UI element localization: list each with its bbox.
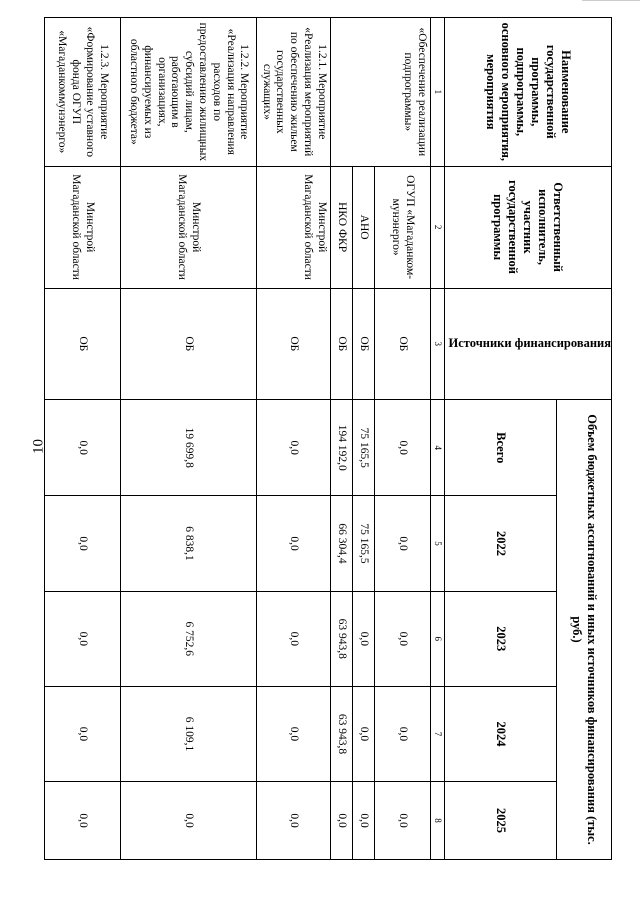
row-total: 75 165,5 bbox=[352, 400, 374, 496]
top-edge-line bbox=[582, 0, 640, 1]
row-total: 194 192,0 bbox=[330, 400, 352, 496]
row-2025: 0,0 bbox=[374, 782, 430, 860]
row-2022: 0,0 bbox=[44, 496, 120, 591]
header-sources-text: Источники финансирования bbox=[448, 336, 611, 351]
row-2022: 0,0 bbox=[256, 496, 330, 591]
row-source: ОБ bbox=[120, 288, 256, 399]
header-sources bbox=[444, 288, 611, 399]
row-2024: 0,0 bbox=[44, 686, 120, 781]
funding-table bbox=[44, 17, 612, 860]
col-number: 7 bbox=[430, 686, 444, 781]
row-source: ОБ bbox=[352, 288, 374, 399]
row-source: ОБ bbox=[256, 288, 330, 399]
row-total: 0,0 bbox=[256, 400, 330, 496]
row-executor: НКО ФКР bbox=[330, 166, 352, 288]
header-name: Наименование государственной программы, подпрограммы, основного мероприятия, мероприятия bbox=[444, 18, 611, 167]
col-number: 4 bbox=[430, 400, 444, 496]
header-2023: 2023 bbox=[444, 591, 556, 686]
row-2025: 0,0 bbox=[256, 782, 330, 860]
header-2024: 2024 bbox=[444, 686, 556, 781]
table-row bbox=[256, 18, 330, 860]
row-2022: 75 165,5 bbox=[352, 496, 374, 591]
col-number: 8 bbox=[430, 782, 444, 860]
row-total: 19 699,8 bbox=[120, 400, 256, 496]
row-source: ОБ bbox=[44, 288, 120, 399]
col-number: 1 bbox=[430, 18, 444, 167]
row-total: 0,0 bbox=[374, 400, 430, 496]
row-2025: 0,0 bbox=[120, 782, 256, 860]
row-2024: 0,0 bbox=[352, 686, 374, 781]
row-2023: 0,0 bbox=[374, 591, 430, 686]
table-row bbox=[44, 18, 120, 860]
row-2025: 0,0 bbox=[352, 782, 374, 860]
col-number: 6 bbox=[430, 591, 444, 686]
row-name: 1.2.2. Мероприятие «Реализация направления расходов по предоставлению жилищных субсидий лицам, работающим в организациях, финансируемых из областного бюджета» bbox=[120, 18, 256, 167]
col-number: 5 bbox=[430, 496, 444, 591]
row-2023: 0,0 bbox=[256, 591, 330, 686]
row-2025: 0,0 bbox=[330, 782, 352, 860]
page-number: 10 bbox=[30, 439, 47, 454]
header-executor: Ответственный исполнитель, участник государственной программы bbox=[444, 166, 611, 288]
col-number: 3 bbox=[430, 288, 444, 399]
row-executor: ОГУП «Магаданком-мунэнерго» bbox=[374, 166, 430, 288]
col-number: 2 bbox=[430, 166, 444, 288]
row-2024: 63 943,8 bbox=[330, 686, 352, 781]
row-2024: 0,0 bbox=[256, 686, 330, 781]
row-2022: 0,0 bbox=[374, 496, 430, 591]
header-2025: 2025 bbox=[444, 782, 556, 860]
row-2022: 6 838,1 bbox=[120, 496, 256, 591]
row-2023: 0,0 bbox=[352, 591, 374, 686]
row-2022: 66 304,4 bbox=[330, 496, 352, 591]
column-number-row bbox=[430, 18, 444, 860]
row-name: «Обеспечение реализации подпрограммы» bbox=[330, 18, 430, 167]
header-total: Всего bbox=[444, 400, 556, 496]
row-name: 1.2.3. Мероприятие «Формирование уставного фонда ОГУП «Магаданкоммунэнерго» bbox=[44, 18, 120, 167]
row-2024: 0,0 bbox=[374, 686, 430, 781]
row-2023: 0,0 bbox=[44, 591, 120, 686]
row-2023: 63 943,8 bbox=[330, 591, 352, 686]
row-source: ОБ bbox=[374, 288, 430, 399]
row-source: ОБ bbox=[330, 288, 352, 399]
row-executor: Минстрой Магаданской области bbox=[120, 166, 256, 288]
row-name: 1.2.1. Мероприятие «Реализация мероприятий по обеспечению жильем государственных служащих» bbox=[256, 18, 330, 167]
row-2023: 6 752,6 bbox=[120, 591, 256, 686]
row-executor: Минстрой Магаданской области bbox=[44, 166, 120, 288]
header-volume: Объем бюджетных ассигнований и иных источников финансирования (тыс. руб.) bbox=[556, 400, 611, 860]
table-row bbox=[374, 18, 430, 860]
row-executor: Минстрой Магаданской области bbox=[256, 166, 330, 288]
row-total: 0,0 bbox=[44, 400, 120, 496]
row-2025: 0,0 bbox=[44, 782, 120, 860]
row-executor: АНО bbox=[352, 166, 374, 288]
header-2022: 2022 bbox=[444, 496, 556, 591]
row-2024: 6 109,1 bbox=[120, 686, 256, 781]
table-row bbox=[120, 18, 256, 860]
